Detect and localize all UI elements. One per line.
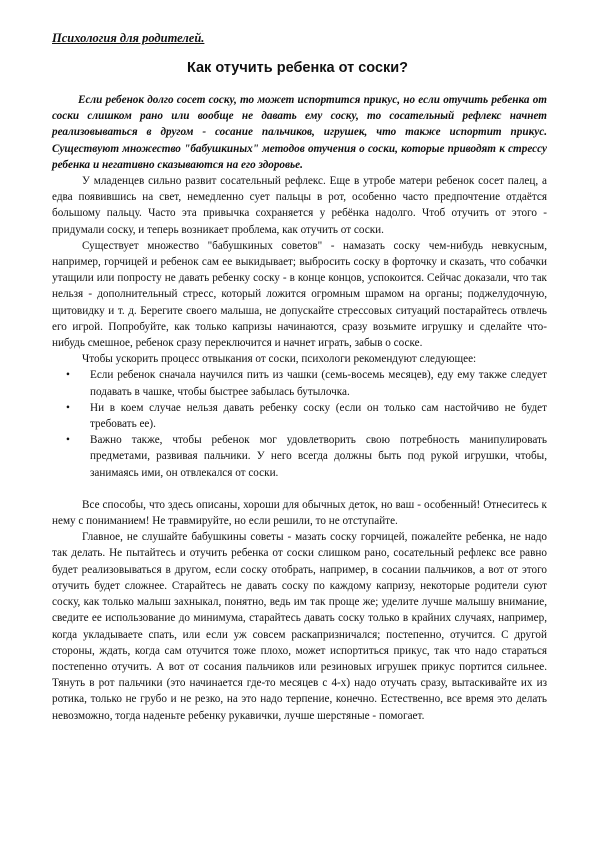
bullet-icon: • xyxy=(66,401,70,414)
list-item-text: Ни в коем случае нельзя давать ребенку соску (если он только сам настойчиво не будет требовать ее). xyxy=(90,401,547,431)
list-item-text: Важно также, чтобы ребенок мог удовлетворить свою потребность манипулировать предметами, развивая пальчики. У него всегда должны быть под рукой игрушки, чтобы, занимаясь ими, он отвлекался от соски. xyxy=(90,434,547,479)
rubric-heading: Психология для родителей. xyxy=(52,31,205,45)
recommendations-list xyxy=(52,367,547,480)
list-item xyxy=(52,400,547,432)
bullet-icon: • xyxy=(66,369,70,382)
list-item xyxy=(52,367,547,399)
closing-paragraph-1: Все способы, что здесь описаны, хороши для обычных деток, но ваш - особенный! Отнеситесь к нему с пониманием! Не травмируйте, но если решили, то не отступайте. xyxy=(52,498,547,528)
article-body xyxy=(52,92,547,724)
closing-paragraph-2: Главное, не слушайте бабушкины советы - мазать соску горчицей, пожалейте ребенка, не надо так делать. Не пытайтесь и отучить ребенка от соски слишком рано, сосательный рефлекс все равно будет реализовываться в другом, если соску отобрать, например, в сосании пальчиков, а вот от этого отучить будет сложнее. Старайтесь не давать соску по каждому капризу, некоторые родители суют соску, как только малыш захныкал, понятно, ведь им так проще же; уделите лучше малышу внимание, сведите ее использование до минимума, старайтесь давать соску только в крайних случаях, например, когда укладываете спать, или если уж совсем раскапризничался; постепенно, отучится. С другой стороны, ждать, когда сам отучится тоже плохо, может испортиться прикус, так что надо стараться постепенно отучить. А вот от сосания пальчиков или резиновых игрушек прикус портится сильнее. Тянуть в рот пальчики (это начинается где-то месяцев с 4-х) надо отучать сразу, вытаскивайте их из ротика, только не грубо и не резко, на это надо терпение, конечно. Естественно, все время это делать невозможно, тогда наденьте ребенку рукавички, лучше шерстяные - помогает. xyxy=(52,531,547,722)
body-paragraph-1: У младенцев сильно развит сосательный рефлекс. Еще в утробе матери ребенок сосет палец, а едва появившись на свет, немедленно сует пальцы в рот, особенно часто предпочтение отдаётся большому пальцу. Часто эта привычка сохраняется у ребёнка надолго. Чтоб отучить от этого - придумали соску, и теперь возникает проблема, как отучить от соски. xyxy=(52,175,547,236)
list-item-text: Если ребенок сначала научился пить из чашки (семь-восемь месяцев), еду ему также следует подавать в чашке, чтобы быстрее забылась бутылочка. xyxy=(90,369,547,398)
section-spacer xyxy=(52,481,547,497)
intro-paragraph: Если ребенок долго сосет соску, то может испортится прикус, но если отучить ребенка от соски слишком рано или вообще не давать ему соску, то сосательный рефлекс начнет реализовываться в другом - сосание пальчиков, игрушек, что также испортит прикус. Существуют множество "бабушкиных" методов отучения о соски, которые приводят к стрессу ребенка и негативно сказываются на его здоровье. xyxy=(52,94,547,171)
bullet-icon: • xyxy=(66,434,70,447)
list-item xyxy=(52,432,547,481)
body-paragraph-2: Существует множество "бабушкиных советов" - намазать соску чем-нибудь невкусным, например, горчицей и ребенок сам ее выкидывает; выбросить соску в форточку и сказать, что собачки утащили или попросту не давать ребенку соску - в конце концов, успокоится. Сейчас доказали, что так нельзя - дополнительный стресс, который ложится огромным шрамом на органы; поджелудочную, щитовидку и т. д. Берегите своего малыша, не допускайте стрессовых ситуаций постарайтесь отвлечь его игрой. Попробуйте, как только капризы начинаются, сразу возьмите игрушку и сделайте что-нибудь смешное, ребенок сразу переключится и начнет играть, забыв о соске. xyxy=(52,239,547,350)
body-paragraph-3: Чтобы ускорить процесс отвыкания от соски, психологи рекомендуют следующее: xyxy=(82,353,477,366)
page-title: Как отучить ребенка от соски? xyxy=(186,60,409,76)
